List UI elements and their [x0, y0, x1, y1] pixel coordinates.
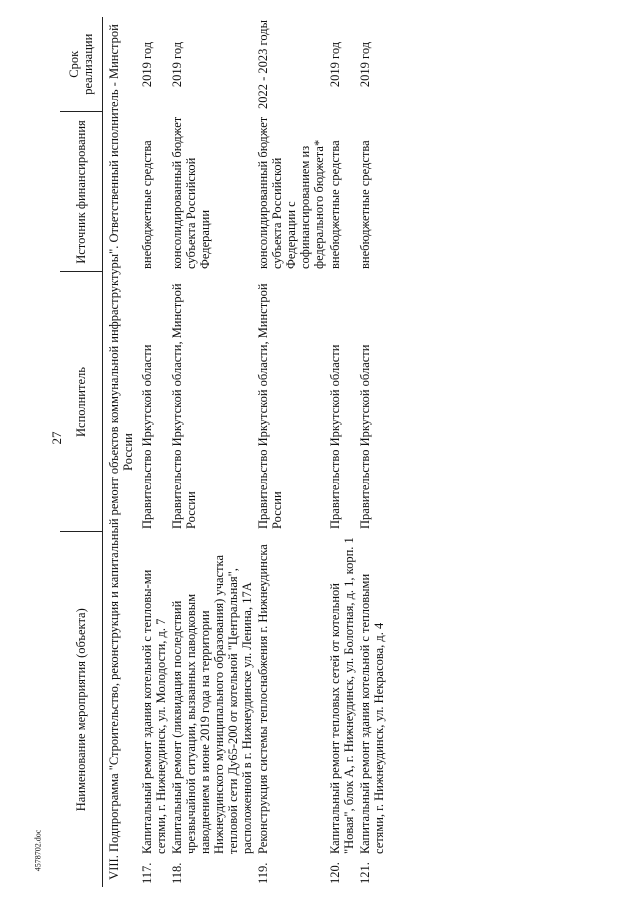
- row-number: 121.: [358, 862, 372, 884]
- measure-name: Капитальный ремонт (ликвидация последствий чрезвычайной ситуации, вызванных паводковым наводнением в июне 2019 года на территории Нижнеудинского муниципального образования) участка тепловой сети Ду65-200 от котельной "Центральная", расположенной в г. Нижнеудинске ул. Ленина, 17А: [170, 555, 254, 854]
- subprogram-row: [103, 17, 140, 887]
- term-cell: 2019 год: [170, 41, 184, 88]
- executor-cell: Правительство Иркутской области: [140, 344, 154, 529]
- table-row: [169, 17, 255, 887]
- source-cell: внебюджетные средства: [140, 140, 154, 269]
- measure-cell: [357, 532, 387, 887]
- table-row: [357, 17, 387, 887]
- table-row: [327, 17, 357, 887]
- executor-cell: Правительство Иркутской области, Минстрой России: [256, 283, 284, 529]
- table-row: [255, 17, 327, 887]
- subprogram-title: VIII. Подпрограмма "Строительство, реконструкция и капитальный ремонт объектов коммунальной инфраструктуры". Ответственный исполнитель - Минстрой России: [107, 24, 135, 880]
- measure-name: Капитальный ремонт здания котельной с тепловы-ми сетями, г. Нижнеудинск, ул. Молодости, д. 7: [140, 569, 168, 854]
- term-cell: 2019 год: [358, 41, 372, 88]
- measure-name: Реконструкция системы теплоснабжения г. Нижнеудинска: [256, 544, 270, 854]
- row-number: 118.: [170, 862, 184, 884]
- header-executor: Исполнитель: [60, 272, 103, 532]
- executor-cell: Правительство Иркутской области: [328, 344, 342, 529]
- measure-cell: [139, 532, 169, 887]
- header-source: Источник финансирования: [60, 112, 103, 272]
- source-cell: внебюджетные средства: [328, 140, 342, 269]
- measure-cell: [255, 532, 327, 887]
- document-code: 4578702.doc: [33, 829, 43, 872]
- executor-cell: Правительство Иркутской области: [358, 344, 372, 529]
- source-cell: консолидированный бюджет субъекта Российской Федерации с софинансированием из федерального бюджета*: [256, 116, 326, 269]
- page-number: 27: [49, 431, 64, 445]
- term-cell: 2019 год: [140, 41, 154, 88]
- table-row: [139, 17, 169, 887]
- row-number: 119.: [256, 862, 270, 884]
- measure-cell: [327, 532, 357, 887]
- term-cell: 2022 - 2023 годы: [256, 19, 270, 109]
- source-cell: внебюджетные средства: [358, 140, 372, 269]
- header-name: Наименование мероприятия (объекта): [60, 532, 103, 887]
- measure-name: Капитальный ремонт здания котельной с тепловыми сетями, г. Нижнеудинск, ул. Некрасова, д. 4: [358, 573, 386, 854]
- executor-cell: Правительство Иркутской области, Минстрой России: [170, 283, 198, 529]
- row-number: 120.: [328, 862, 342, 884]
- header-term: Срок реализации: [60, 17, 103, 112]
- term-cell: 2019 год: [328, 41, 342, 88]
- measure-name: Капитальный ремонт тепловых сетей от котельной "Новая", блок А, г. Нижнеудинск, ул. Болотная, д. 1, корп. 1: [328, 537, 356, 854]
- measure-cell: [169, 532, 255, 887]
- source-cell: консолидированный бюджет субъекта Российской Федерации: [170, 116, 212, 269]
- table-header-row: [60, 17, 103, 887]
- rotated-table-container: [60, 17, 538, 887]
- measures-table: [60, 17, 387, 887]
- row-number: 117.: [140, 862, 154, 884]
